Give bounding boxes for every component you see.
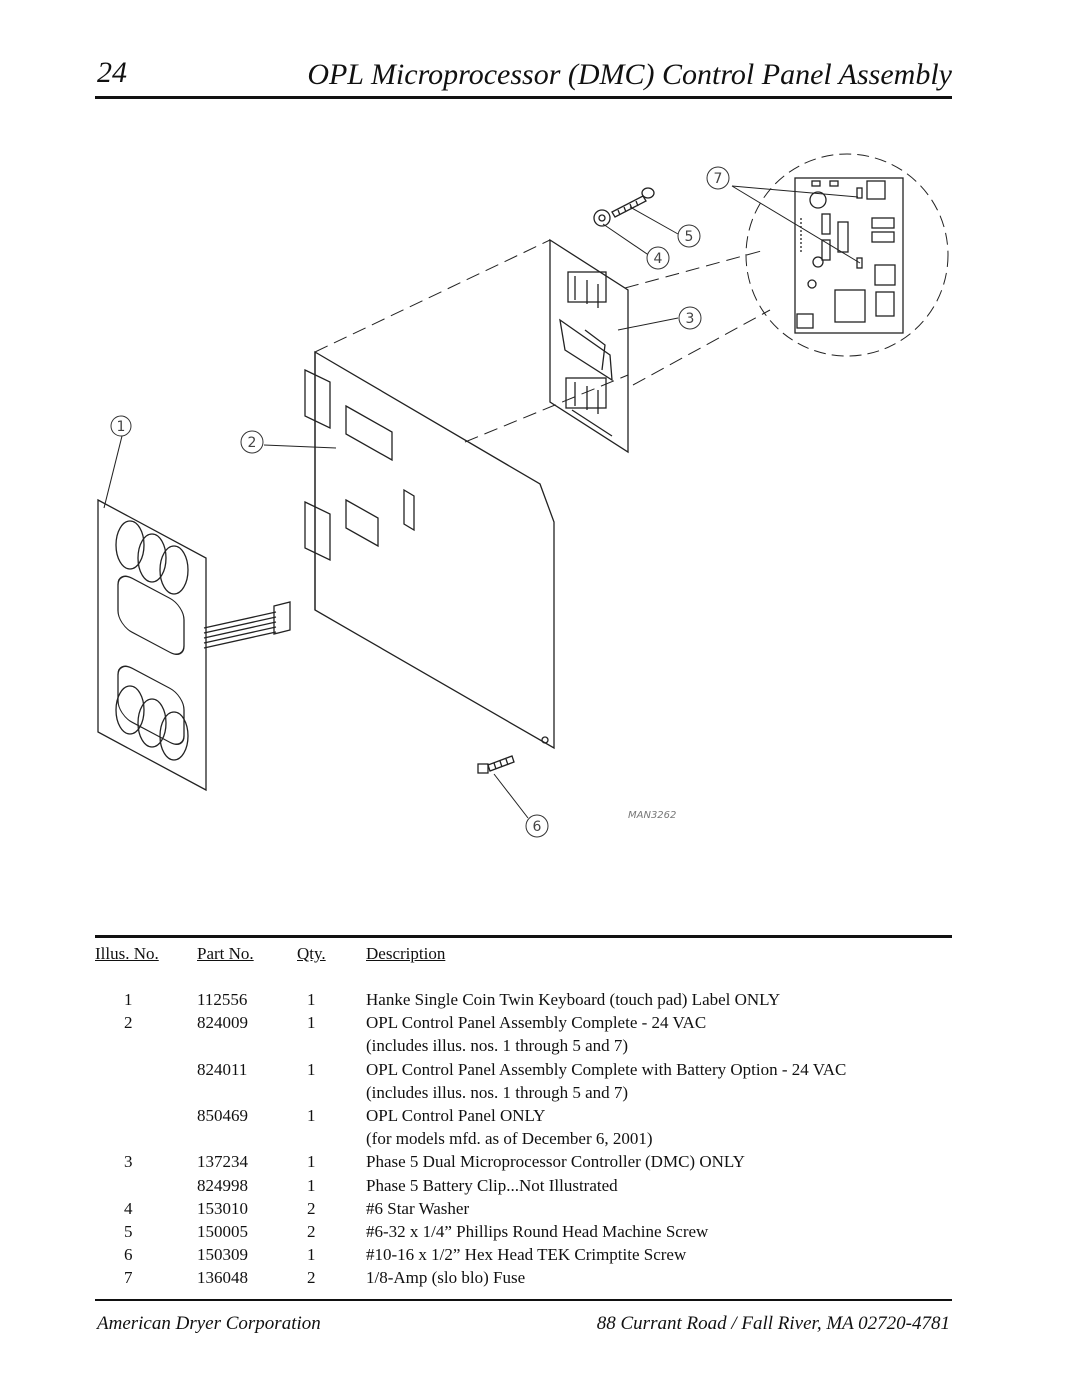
assembly-dashed-lines (315, 240, 770, 442)
description-cell: #6-32 x 1/4” Phillips Round Head Machine Screw (366, 1222, 709, 1241)
qty-cell: 1 (307, 1059, 316, 1079)
header-part-no: Part No. (197, 944, 254, 963)
part-no-cell: 150005 (197, 1222, 248, 1241)
part-no-cell: 824998 (197, 1175, 248, 1195)
table-top-rule (95, 935, 952, 938)
table-row (0, 1199, 1080, 1222)
qty-cell: 1 (307, 1106, 316, 1125)
controller-board (550, 240, 628, 452)
description-cell: 1/8-Amp (slo blo) Fuse (366, 1268, 526, 1288)
description-cell: (for models mfd. as of December 6, 2001) (366, 1129, 653, 1149)
description-cell: OPL Control Panel Assembly Complete with Battery Option - 24 VAC (366, 1059, 847, 1079)
footer-address: 88 Currant Road / Fall River, MA 02720-4781 (596, 1313, 950, 1334)
callout-5: 5 (684, 229, 694, 245)
header-qty: Qty. (297, 944, 326, 963)
table-row (0, 1013, 1080, 1036)
illus-no-cell: 1 (124, 990, 133, 1009)
header-rule (95, 96, 952, 99)
illus-no-cell: 3 (124, 1152, 133, 1172)
qty-cell: 1 (307, 1013, 316, 1033)
table-row (0, 990, 1080, 1013)
description-cell: OPL Control Panel ONLY (366, 1106, 546, 1125)
table-row (0, 1176, 1080, 1199)
illus-no-cell: 6 (124, 1245, 133, 1265)
illus-no-cell: 7 (124, 1268, 133, 1288)
qty-cell: 2 (307, 1222, 316, 1241)
table-row (0, 1152, 1080, 1175)
description-cell: OPL Control Panel Assembly Complete - 24 VAC (366, 1013, 707, 1033)
control-panel (305, 352, 554, 748)
star-washer (594, 210, 610, 226)
header-illus-no: Illus. No. (95, 944, 159, 963)
table-row (0, 1083, 1080, 1106)
illus-no-cell: 5 (124, 1222, 133, 1241)
page-title: OPL Microprocessor (DMC) Control Panel Assembly (307, 58, 952, 91)
table-row (0, 1222, 1080, 1245)
table-row (0, 1106, 1080, 1129)
callout-2: 2 (247, 435, 257, 451)
description-cell: Phase 5 Battery Clip...Not Illustrated (366, 1175, 618, 1195)
part-no-cell: 136048 (197, 1268, 248, 1288)
table-row (0, 1268, 1080, 1291)
drawing-id: MAN3262 (628, 810, 677, 821)
part-no-cell: 150309 (197, 1245, 248, 1265)
table-row (0, 1060, 1080, 1083)
description-cell: #10-16 x 1/2” Hex Head TEK Crimptite Screw (366, 1245, 687, 1265)
table-row (0, 1129, 1080, 1152)
part-no-cell: 137234 (197, 1152, 248, 1172)
table-row (0, 1036, 1080, 1059)
machine-screw (612, 188, 654, 217)
callout-7: 7 (713, 171, 723, 187)
qty-cell: 2 (307, 1198, 316, 1218)
keypad-label (98, 500, 290, 790)
qty-cell: 2 (307, 1268, 316, 1288)
header-description: Description (366, 944, 446, 963)
illus-no-cell: 2 (124, 1013, 133, 1033)
qty-cell: 1 (307, 1152, 316, 1172)
qty-cell: 1 (307, 990, 316, 1009)
description-cell: Phase 5 Dual Microprocessor Controller (DMC) ONLY (366, 1152, 745, 1172)
part-no-cell: 112556 (197, 990, 248, 1009)
exploded-assembly-diagram (0, 140, 1080, 860)
part-no-cell: 850469 (197, 1106, 248, 1125)
footer-rule (95, 1299, 952, 1301)
callout-4: 4 (653, 251, 663, 267)
leader-lines (104, 186, 860, 818)
description-cell: (includes illus. nos. 1 through 5 and 7) (366, 1036, 629, 1056)
qty-cell: 1 (307, 1245, 316, 1265)
page-number: 24 (97, 56, 127, 89)
part-no-cell: 153010 (197, 1198, 248, 1218)
part-no-cell: 824011 (197, 1059, 248, 1079)
description-cell: Hanke Single Coin Twin Keyboard (touch pad) Label ONLY (366, 990, 781, 1009)
description-cell: #6 Star Washer (366, 1198, 470, 1218)
tek-screw (478, 756, 514, 773)
description-cell: (includes illus. nos. 1 through 5 and 7) (366, 1082, 629, 1102)
illus-no-cell: 4 (124, 1198, 133, 1218)
callout-6: 6 (532, 819, 542, 835)
callout-1: 1 (116, 419, 126, 435)
footer-company: American Dryer Corporation (97, 1313, 321, 1334)
qty-cell: 1 (307, 1175, 316, 1195)
table-row (0, 1245, 1080, 1268)
callout-3: 3 (685, 311, 695, 327)
part-no-cell: 824009 (197, 1013, 248, 1033)
